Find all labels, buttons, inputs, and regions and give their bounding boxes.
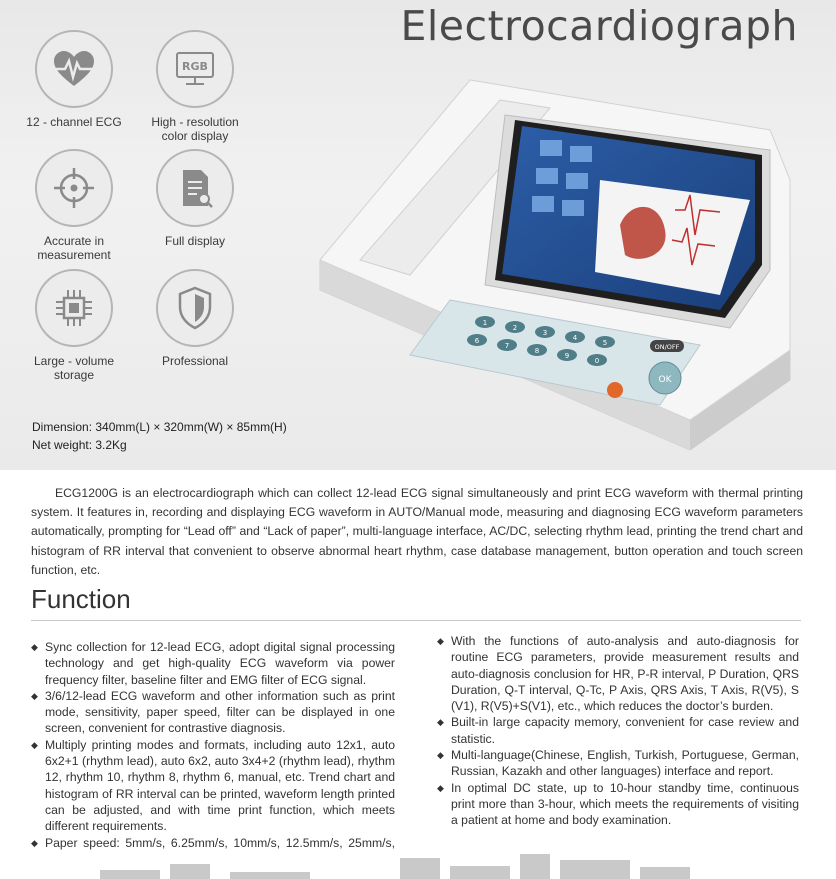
list-item: ◆ Multi-language(Chinese, English, Turkish, Portuguese, German, Russian, Kazakh and other languages) interface and report. [437,747,799,780]
feature-professional [145,269,245,368]
list-item: ◆ With the functions of auto-analysis and auto-diagnosis for routine ECG parameters, provide measurement results and auto-diagnosis conclusion for HR, P-R interval, P Duration, QRS Duration, Q-T interval, Q-Tc, P Axis, QRS Axis, T Axis, R(V5), S (V1), R(V5)+S(V1), etc., which reduces the doctor’s burden. [437,633,799,714]
product-description: ECG1200G is an electrocardiograph which can collect 12-lead ECG signal simultaneously and print ECG waveform with thermal printing system. It features in, recording and displaying ECG waveform in AUTO/Manual mode, measuring and diagnosing ECG waveform parameters automatically, prompting for “Lead off” and “Lack of paper”, multi-language interface, AC/DC, selecting rhythm lead, printing the trend chart and histogram of RR interval that convenient to observe abnormal heart rhythm, case database management, button operation and touch screen function, etc. [31,486,803,577]
list-item: ◆ Multiply printing modes and formats, including auto 12x1, auto 6x2+1 (rhythm lead), auto 6x2, auto 3x4+2 (rhythm lead), rhythm 12, rhythm 10, rhythm 8, rhythm 6, manual, etc. Trend chart and histogram of RR interval can be printed, waveform length printed can be adjusted, and with time print function, which meets different requirements. [31,737,395,835]
heart-ecg-icon [35,30,113,108]
document-icon [156,149,234,227]
device-key-label: 5 [602,339,608,347]
device-key-label: 9 [564,352,570,360]
list-item: ◆ Built-in large capacity memory, convenient for case review and statistic. [437,714,799,747]
feature-storage [24,269,124,382]
feature-label: 12 - channel ECG [26,115,122,129]
device-key-label: 4 [572,334,578,342]
feature-display [145,30,245,143]
list-item: ◆ In optimal DC state, up to 10-hour standby time, continuous print more than 3-hour, which meets the requirements of visiting a patient at home and body examination. [437,780,799,829]
feature-full-display [145,149,245,248]
weight-text: Net weight: 3.2Kg [32,438,127,452]
section-title: Function [31,584,131,614]
device-key-label: 1 [482,319,488,327]
svg-text:OK: OK [658,375,672,385]
feature-label: High - resolution color display [151,115,239,143]
device-key-label: 6 [474,337,480,345]
crosshair-icon [35,149,113,227]
feature-label: Professional [161,354,229,368]
function-list-right [437,633,799,829]
svg-text:RGB: RGB [182,60,208,73]
section-divider [31,620,801,621]
list-item: ◆ Sync collection for 12-lead ECG, adopt digital signal processing technology and get high-quality ECG waveform via power frequency filter, baseline filter and EMG filter of ECG signal. [31,639,395,688]
device-key-label: 8 [534,347,540,355]
specs [32,418,287,454]
shield-icon [156,269,234,347]
rgb-display-icon [156,30,234,108]
ecg-device-image [300,60,800,460]
chip-icon [35,269,113,347]
function-list-left [31,639,395,867]
device-key-label: 2 [512,324,518,332]
device-key-label: 0 [594,357,600,365]
svg-text:ON/OFF: ON/OFF [654,343,680,351]
feature-accurate [24,149,124,262]
list-item: ◆ Paper speed: 5mm/s, 6.25mm/s, 10mm/s, 12.5mm/s, 25mm/s, [31,835,395,868]
device-key-label: 7 [504,342,510,350]
page-title: Electrocardiograph [400,2,798,50]
feature-label: Accurate in measurement [37,234,111,262]
device-key-label: 3 [542,329,548,337]
feature-label: Large - volume storage [33,354,115,382]
building-skyline-image [0,852,836,879]
dimension-text: Dimension: 340mm(L) × 320mm(W) × 85mm(H) [32,420,287,434]
feature-12-channel [24,30,124,129]
feature-label: Full display [164,234,226,248]
list-item: ◆ 3/6/12-lead ECG waveform and other information such as print mode, sensitivity, paper speed, filter can be displayed in one screen, convenient for contrastive diagnosis. [31,688,395,737]
